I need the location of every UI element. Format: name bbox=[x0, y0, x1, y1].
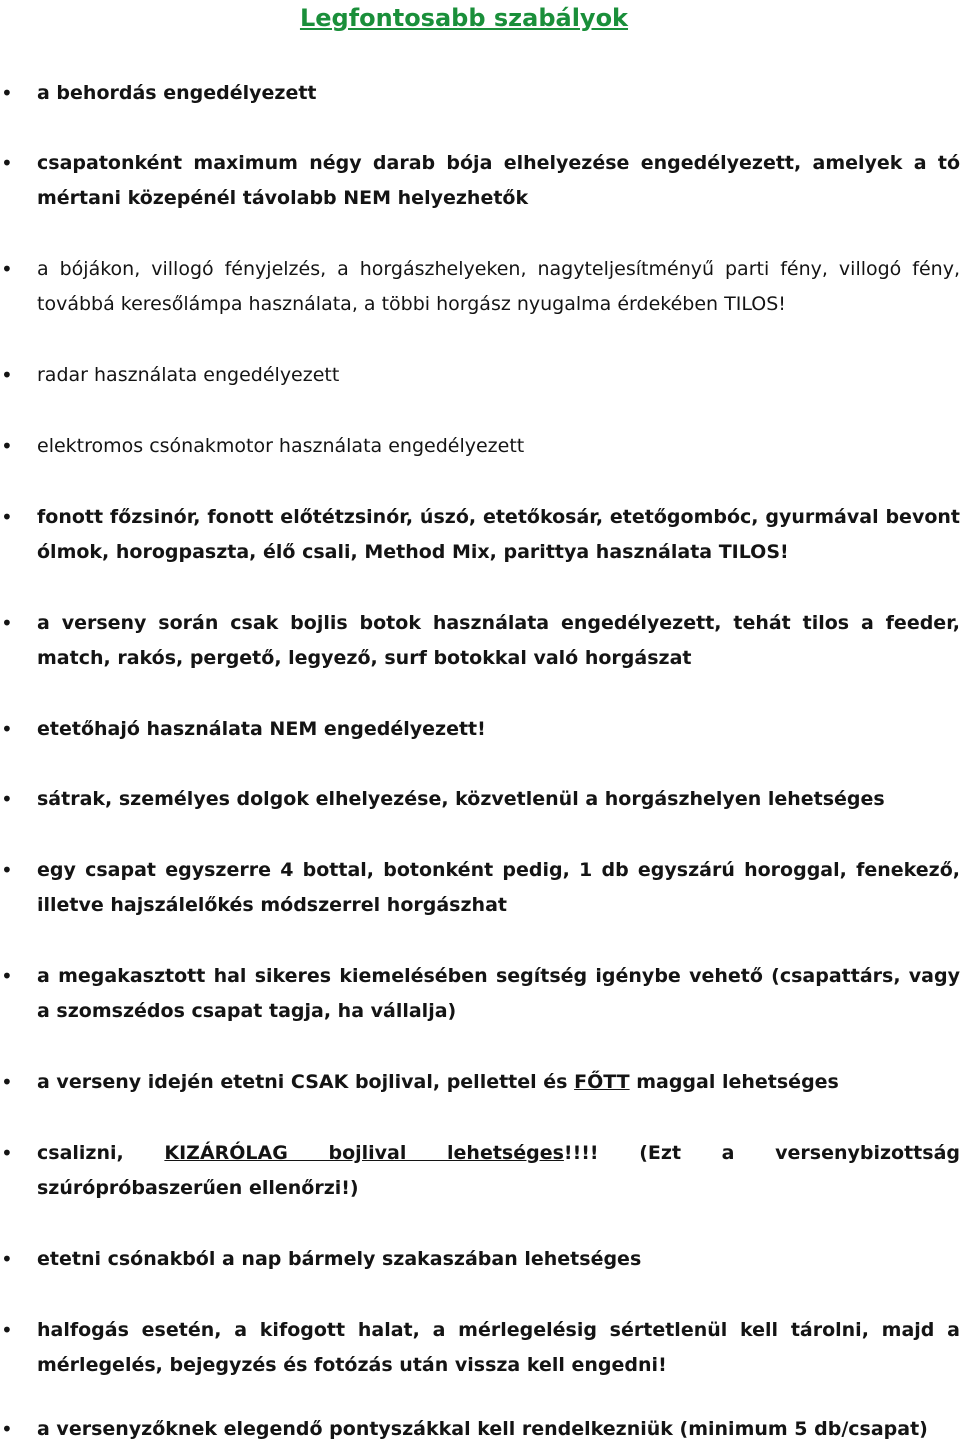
bullet-icon: • bbox=[1, 964, 13, 988]
bullet-icon: • bbox=[1, 1141, 13, 1165]
rule-text: a megakasztott hal sikeres kiemelésében segítség igénybe vehető (csapattárs, vagy a szomszédos csapat tagja, ha vállalja) bbox=[37, 965, 960, 1022]
rule-text: radar használata engedélyezett bbox=[37, 364, 340, 386]
rule-item bbox=[0, 146, 960, 216]
rule-item bbox=[0, 252, 960, 322]
bullet-icon: • bbox=[1, 717, 13, 741]
bullet-icon: • bbox=[1, 1417, 13, 1441]
rule-text: elektromos csónakmotor használata engedélyezett bbox=[37, 435, 525, 457]
rule-text-part: csalizni, bbox=[37, 1142, 165, 1164]
rule-text: a behordás engedélyezett bbox=[37, 82, 317, 104]
rule-text: etetni csónakból a nap bármely szakaszában lehetséges bbox=[37, 1248, 642, 1270]
rule-item bbox=[0, 782, 960, 817]
rule-item bbox=[0, 1065, 960, 1100]
bullet-icon: • bbox=[1, 257, 13, 281]
rule-item bbox=[0, 1313, 960, 1383]
bullet-icon: • bbox=[1, 787, 13, 811]
rule-text: halfogás esetén, a kifogott halat, a mérlegelésig sértetlenül kell tárolni, majd a mérlegelés, bejegyzés és fotózás után vissza kell engedni! bbox=[37, 1319, 960, 1376]
bullet-icon: • bbox=[1, 1070, 13, 1094]
rule-text: sátrak, személyes dolgok elhelyezése, közvetlenül a horgászhelyen lehetséges bbox=[37, 788, 885, 810]
rule-item bbox=[0, 76, 960, 111]
rule-text: egy csapat egyszerre 4 bottal, botonként pedig, 1 db egyszárú horoggal, fenekező, illetve hajszálelőkés módszerrel horgászhat bbox=[37, 859, 960, 916]
rule-item bbox=[0, 1412, 960, 1447]
rule-item bbox=[0, 606, 960, 676]
rule-item bbox=[0, 500, 960, 570]
rule-item bbox=[0, 853, 960, 923]
bullet-icon: • bbox=[1, 81, 13, 105]
rule-text: etetőhajó használata NEM engedélyezett! bbox=[37, 718, 486, 740]
rule-item bbox=[0, 1242, 960, 1277]
rule-item bbox=[0, 959, 960, 1029]
rule-text bbox=[37, 1136, 960, 1206]
rule-text-part: !!!! (Ezt a versenybizottság szúrópróbaszerűen ellenőrzi!) bbox=[37, 1142, 960, 1199]
rule-text-part: a verseny idején etetni CSAK bojlival, pellettel és bbox=[37, 1071, 575, 1093]
rule-item bbox=[0, 429, 960, 464]
bullet-icon: • bbox=[1, 363, 13, 387]
bullet-icon: • bbox=[1, 858, 13, 882]
rule-text: a bójákon, villogó fényjelzés, a horgászhelyeken, nagyteljesítményű parti fény, villogó fény, továbbá keresőlámpa használata, a többi horgász nyugalma érdekében TILOS! bbox=[37, 258, 960, 315]
rule-item bbox=[0, 712, 960, 747]
bullet-icon: • bbox=[1, 1247, 13, 1271]
rule-item bbox=[0, 358, 960, 393]
bullet-icon: • bbox=[1, 611, 13, 635]
rule-text: a verseny során csak bojlis botok használata engedélyezett, tehát tilos a feeder, match, rakós, pergető, legyező, surf botokkal való horgászat bbox=[37, 612, 960, 669]
bullet-icon: • bbox=[1, 1318, 13, 1342]
rule-item bbox=[0, 1136, 960, 1206]
underlined-text: KIZÁRÓLAG bojlival lehetséges bbox=[164, 1142, 564, 1164]
underlined-text: FŐTT bbox=[574, 1071, 630, 1093]
rule-text: a versenyzőknek elegendő pontyszákkal kell rendelkezniük (minimum 5 db/csapat) bbox=[37, 1418, 928, 1440]
rule-text bbox=[37, 1065, 960, 1100]
bullet-icon: • bbox=[1, 505, 13, 529]
bullet-icon: • bbox=[1, 151, 13, 175]
bullet-icon: • bbox=[1, 434, 13, 458]
rule-text: fonott főzsinór, fonott előtétzsinór, úszó, etetőkosár, etetőgombóc, gyurmával bevont ólmok, horogpaszta, élő csali, Method Mix, parittya használata TILOS! bbox=[37, 506, 960, 563]
page-title: Legfontosabb szabályok bbox=[299, 4, 629, 32]
rule-text-part: maggal lehetséges bbox=[629, 1071, 839, 1093]
rule-text: csapatonként maximum négy darab bója elhelyezése engedélyezett, amelyek a tó mértani közepénél távolabb NEM helyezhetők bbox=[37, 152, 960, 209]
